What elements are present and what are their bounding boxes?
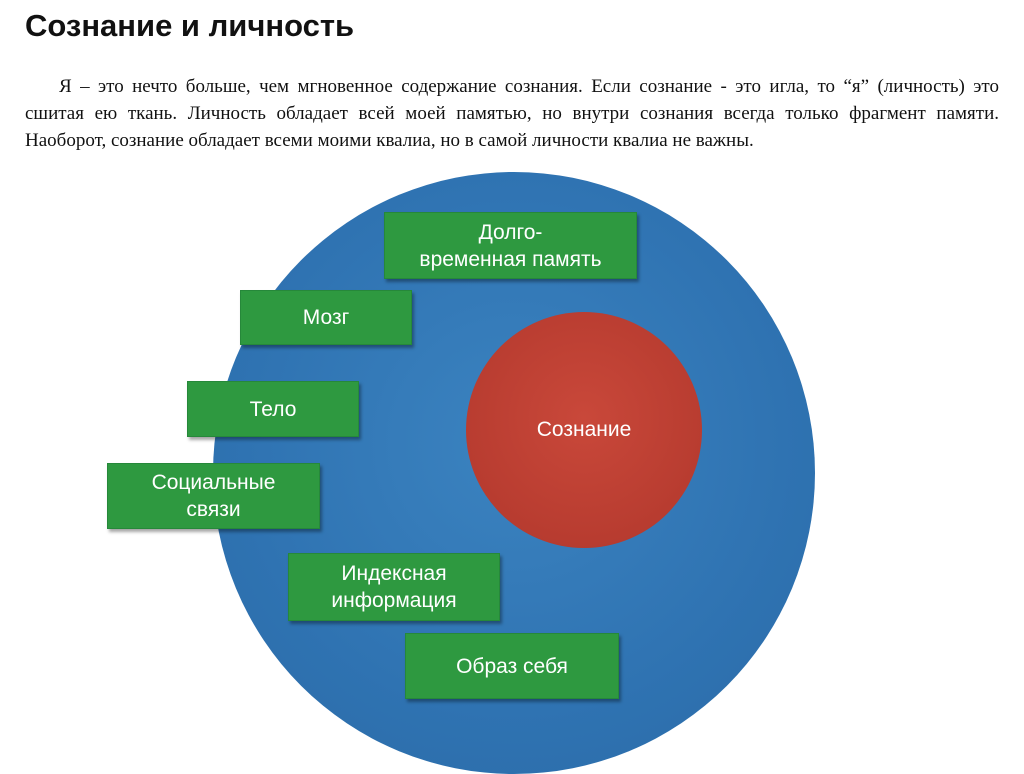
body-box: Тело xyxy=(187,381,359,437)
brain-box: Мозг xyxy=(240,290,412,345)
consciousness-label: Сознание xyxy=(536,418,632,441)
social-connections-box: Социальные связи xyxy=(107,463,320,529)
slide-paragraph: Я – это нечто больше, чем мгновенное содержание сознания. Если сознание - это игла, то “я” (личность) это сшитая ею ткань. Личность обладает всей моей памятью, но внутри сознания всегда только фрагмент памяти. Наоборот, сознание обладает всеми моими квалиа, но в самой личности квалиа не важны. xyxy=(25,76,999,151)
consciousness-circle xyxy=(466,312,702,548)
self-image-box: Образ себя xyxy=(405,633,619,699)
index-information-box: Индексная информация xyxy=(288,553,500,621)
long-term-memory-box: Долго- временная память xyxy=(384,212,637,279)
slide-title: Сознание и личность xyxy=(25,8,355,43)
